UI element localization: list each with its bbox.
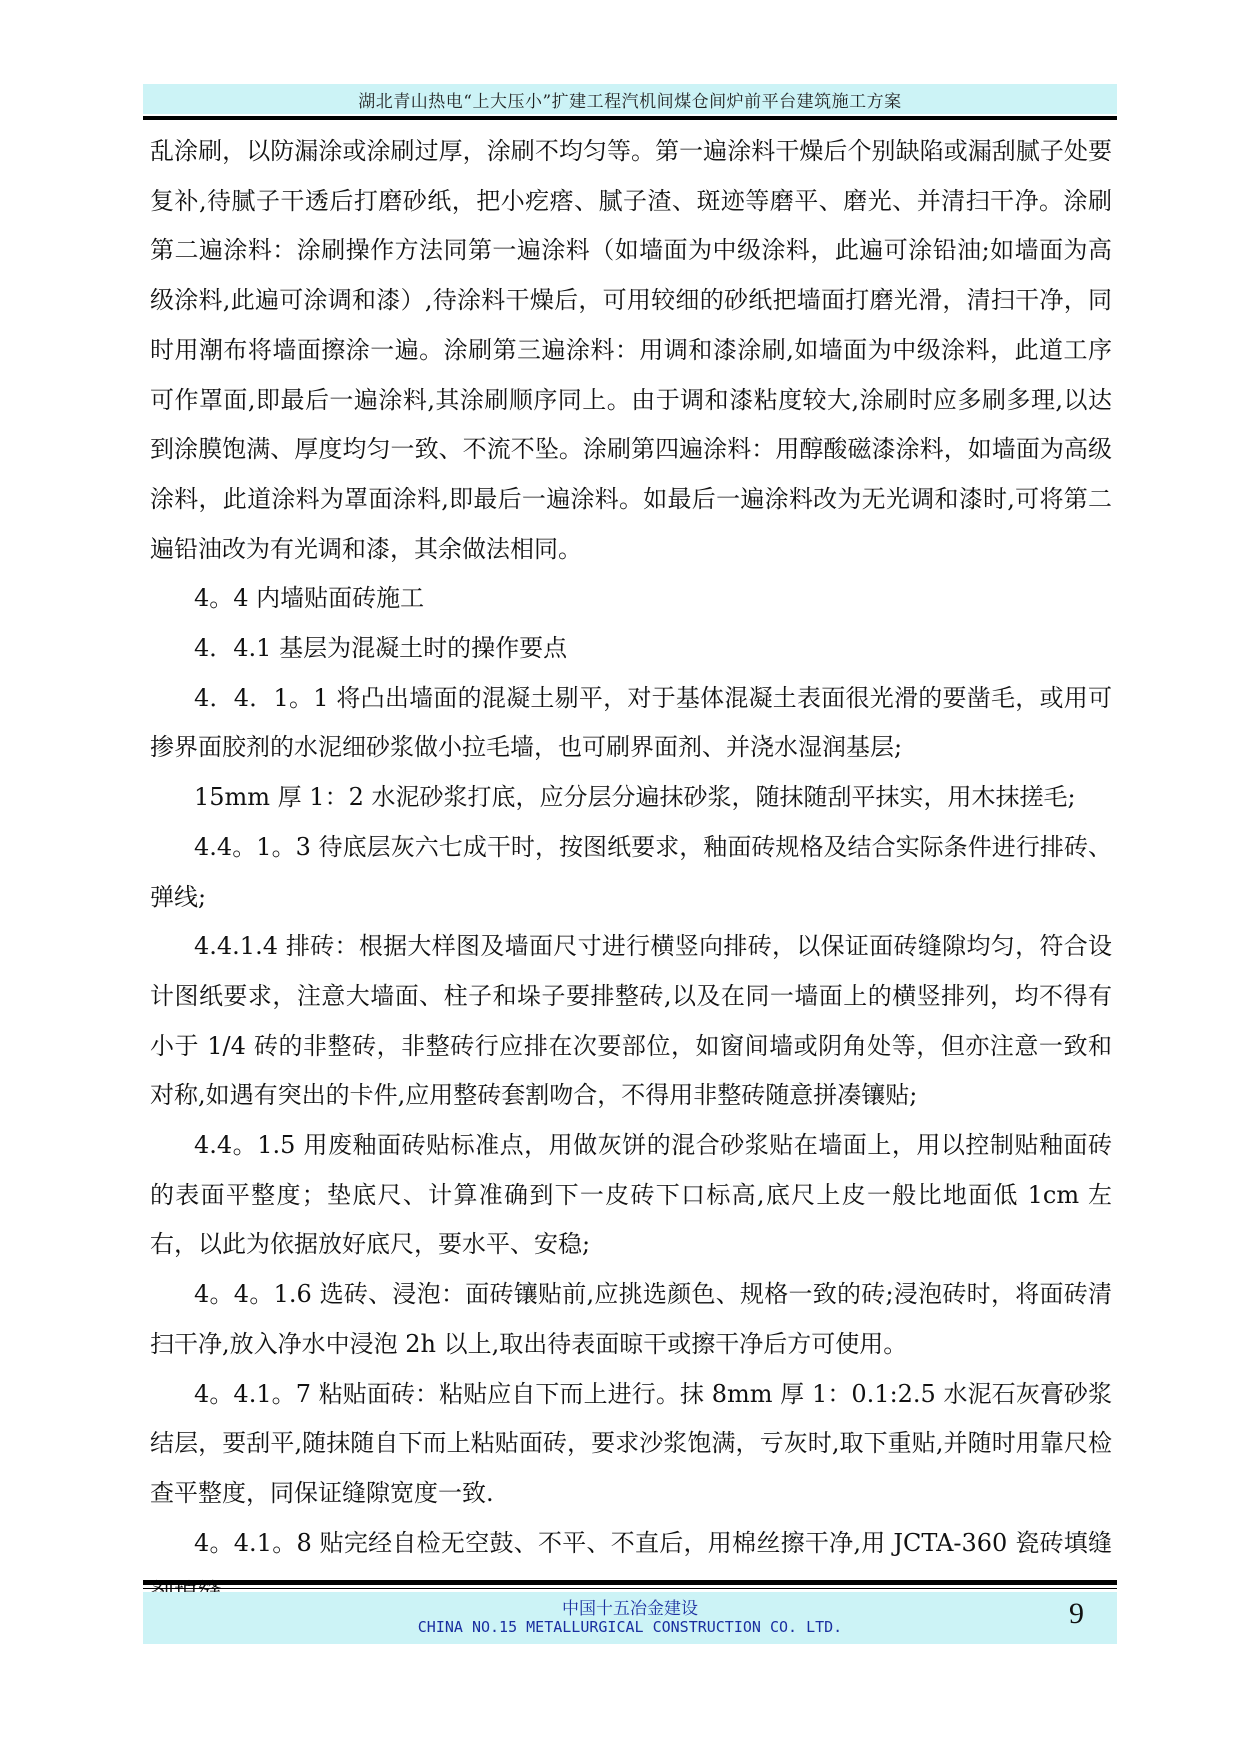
- paragraph: 4.4。1。3 待底层灰六七成干时，按图纸要求，釉面砖规格及结合实际条件进行排砖、弹线;: [150, 832, 1112, 911]
- footer-divider: [143, 1580, 1117, 1585]
- section-heading: 4。4 内墙贴面砖施工: [194, 584, 425, 613]
- paragraph: 15mm 厚 1：2 水泥砂浆打底，应分层分遍抹砂浆，随抹随刮平抹实，用木抹搓毛;: [194, 783, 1076, 812]
- paragraph: 4.4.1.4 排砖：根据大样图及墙面尺寸进行横竖向排砖，以保证面砖缝隙均匀，符合设计图纸要求，注意大墙面、柱子和垛子要排整砖,以及在同一墙面上的横竖排列，均不得有小于 1/4 砖的非整砖，非整砖行应排在次要部位，如窗间墙或阴角处等，但亦注意一致和对称,如遇有突出的卡件,应用整砖套割吻合，不得用非整砖随意拼凑镶贴;: [150, 932, 1112, 1110]
- page-number: 9: [1069, 1597, 1084, 1630]
- document-title: 湖北青山热电“上大压小”扩建工程汽机间煤仓间炉前平台建筑施工方案: [358, 91, 902, 112]
- paragraph: 4.4。1.5 用废釉面砖贴标准点，用做灰饼的混合砂浆贴在墙面上，用以控制贴釉面砖的表面平整度；垫底尺、计算准确到下一皮砖下口标高,底尺上皮一般比地面低 1cm 左右，以此为依据放好底尺，要水平、安稳;: [150, 1131, 1112, 1259]
- paragraph: 4。4.1。8 贴完经自检无空鼓、不平、不直后，用棉丝擦干净,用 JCTA-360 瓷砖填缝: [194, 1528, 1112, 1557]
- paragraph: 4。4。1.6 选砖、浸泡：面砖镶贴前,应挑选颜色、规格一致的砖;浸泡砖时，将面砖清扫干净,放入净水中浸泡 2h 以上,取出待表面晾干或擦干净后方可使用。: [150, 1280, 1112, 1358]
- paragraph: 4。4.1。7 粘贴面砖：粘贴应自下而上进行。抹 8mm 厚 1：0.1:2.5 水泥石灰膏砂浆结层，要刮平,随抹随自下而上粘贴面砖，要求沙浆饱满，亏灰时,取下重贴,并随时用靠尺检查平整度，同保证缝隙宽度一致.: [150, 1379, 1112, 1507]
- header-divider: [143, 116, 1117, 120]
- page-header: [143, 84, 1117, 114]
- footer-divider-thin: [143, 1588, 1117, 1589]
- subsection-heading: 4．4.1 基层为混凝土时的操作要点: [194, 634, 568, 663]
- paragraph: 乱涂刷，以防漏涂或涂刷过厚，涂刷不均匀等。第一遍涂料干燥后个别缺陷或漏刮腻子处要复补,待腻子干透后打磨砂纸，把小疙瘩、腻子渣、斑迹等磨平、磨光、并清扫干净。涂刷第二遍涂料：涂刷操作方法同第一遍涂料（如墙面为中级涂料，此遍可涂铅油;如墙面为高级涂料,此遍可涂调和漆）,待涂料干燥后，可用较细的砂纸把墙面打磨光滑，清扫干净，同时用潮布将墙面擦涂一遍。涂刷第三遍涂料：用调和漆涂刷,如墙面为中级涂料，此道工序可作罩面,即最后一遍涂料,其涂刷顺序同上。由于调和漆粘度较大,涂刷时应多刷多理,以达到涂膜饱满、厚度均匀一致、不流不坠。涂刷第四遍涂料：用醇酸磁漆涂料，如墙面为高级涂料，此道涂料为罩面涂料,即最后一遍涂料。如最后一遍涂料改为无光调和漆时,可将第二遍铅油改为有光调和漆，其余做法相同。: [150, 137, 1112, 563]
- paragraph: 4．4．1。1 将凸出墙面的混凝土剔平，对于基体混凝土表面很光滑的要凿毛，或用可掺界面胶剂的水泥细砂浆做小拉毛墙，也可刷界面剂、并浇水湿润基层;: [150, 683, 1112, 762]
- company-name-cn: 中国十五冶金建设: [562, 1599, 698, 1619]
- page-footer: [143, 1592, 1117, 1644]
- document-body: [150, 127, 1112, 1618]
- company-name-en: CHINA NO.15 METALLURGICAL CONSTRUCTION CO. LTD.: [417, 1618, 843, 1636]
